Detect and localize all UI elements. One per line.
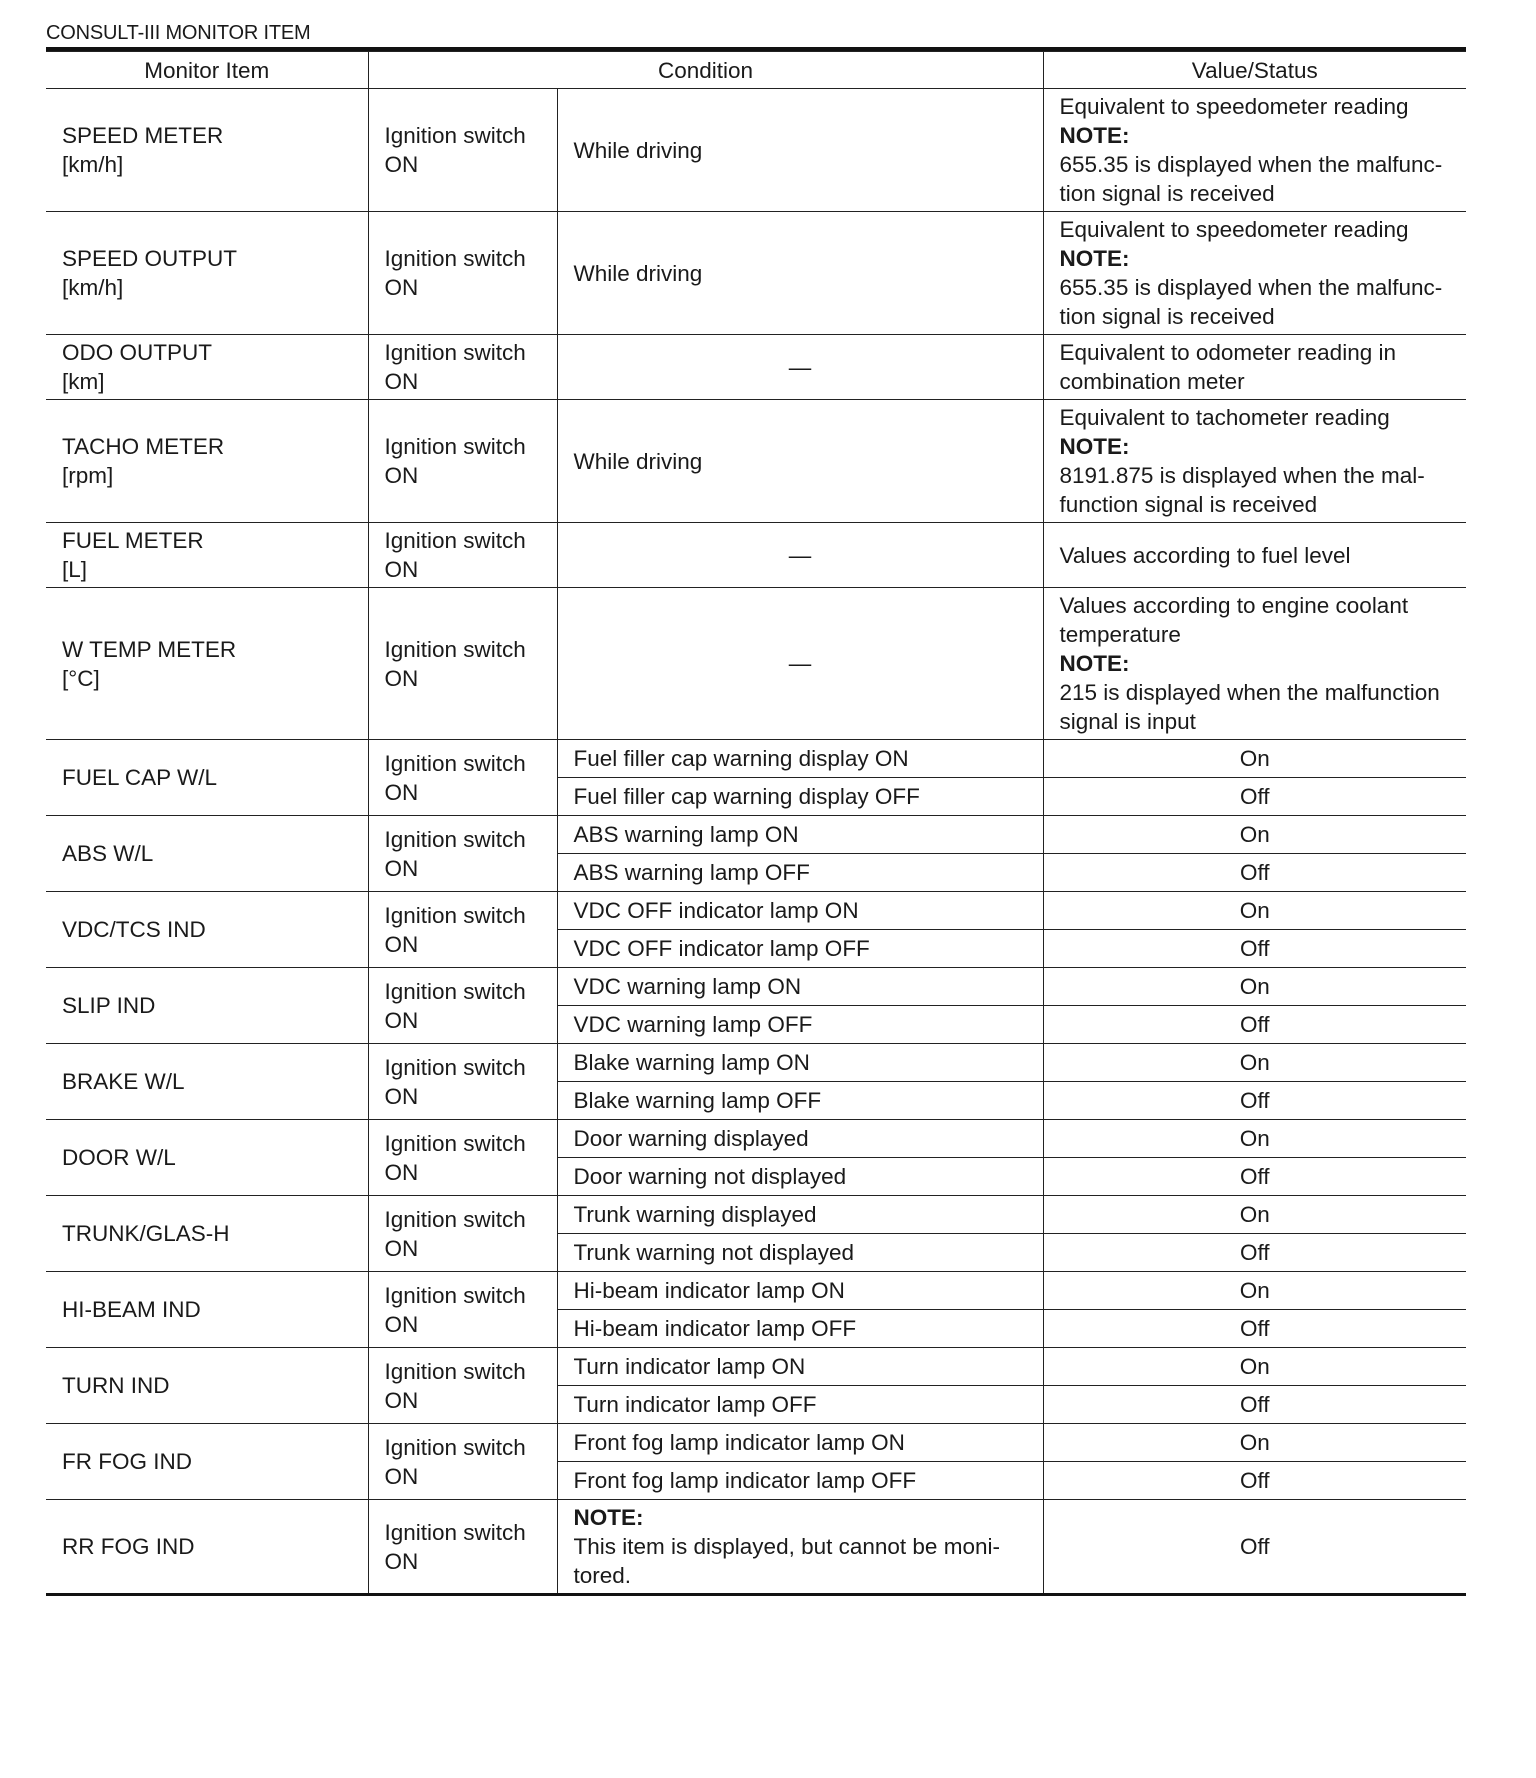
value-on-cell: On bbox=[1043, 1196, 1466, 1234]
ignition-condition-cell bbox=[368, 1272, 557, 1348]
table-row bbox=[46, 523, 1466, 588]
condition-on-cell: Door warning displayed bbox=[557, 1120, 1043, 1158]
ignition-state-label: ON bbox=[384, 1007, 419, 1033]
ignition-condition-cell bbox=[368, 1044, 557, 1120]
value-on-cell: On bbox=[1043, 740, 1466, 778]
value-status-cell bbox=[1043, 89, 1466, 212]
note-text: tored. bbox=[573, 1563, 632, 1588]
condition-off-cell: Front fog lamp indicator lamp OFF bbox=[557, 1462, 1043, 1500]
table-row bbox=[46, 892, 1466, 930]
header-monitor-item: Monitor Item bbox=[46, 52, 368, 89]
ignition-state-label: ON bbox=[384, 1463, 419, 1489]
table-row bbox=[46, 1044, 1466, 1082]
table-row bbox=[46, 400, 1466, 523]
value-off-cell: Off bbox=[1043, 854, 1466, 892]
value-off-cell: Off bbox=[1043, 930, 1466, 968]
value-off-cell: Off bbox=[1043, 1462, 1466, 1500]
monitor-item-unit: [km/h] bbox=[62, 275, 124, 300]
ignition-switch-label: Ignition switch bbox=[384, 1434, 526, 1460]
table-row bbox=[46, 1120, 1466, 1158]
value-text: Values according to fuel level bbox=[1059, 542, 1351, 568]
ignition-condition-cell bbox=[368, 212, 557, 335]
monitor-item-unit: [rpm] bbox=[62, 463, 114, 488]
condition-off-cell: ABS warning lamp OFF bbox=[557, 854, 1043, 892]
condition-note-cell bbox=[557, 1500, 1043, 1595]
ignition-switch-label: Ignition switch bbox=[384, 1054, 526, 1080]
ignition-switch-label: Ignition switch bbox=[384, 123, 526, 148]
monitor-item-name: ODO OUTPUT bbox=[62, 340, 212, 365]
ignition-switch-label: Ignition switch bbox=[384, 978, 526, 1004]
monitor-item-cell: DOOR W/L bbox=[46, 1120, 368, 1196]
ignition-switch-label: Ignition switch bbox=[384, 246, 526, 271]
note-text: 655.35 is displayed when the malfunc- bbox=[1059, 275, 1443, 300]
ignition-state-label: ON bbox=[384, 855, 419, 881]
monitor-item-cell: BRAKE W/L bbox=[46, 1044, 368, 1120]
value-off-cell: Off bbox=[1043, 1082, 1466, 1120]
ignition-condition-cell bbox=[368, 968, 557, 1044]
condition-on-cell: Trunk warning displayed bbox=[557, 1196, 1043, 1234]
ignition-state-label: ON bbox=[384, 931, 419, 957]
ignition-state-label: ON bbox=[384, 557, 419, 582]
ignition-switch-label: Ignition switch bbox=[384, 750, 526, 776]
ignition-state-label: ON bbox=[384, 665, 419, 691]
condition-cell: While driving bbox=[557, 89, 1043, 212]
condition-off-cell: Turn indicator lamp OFF bbox=[557, 1386, 1043, 1424]
note-text: 8191.875 is displayed when the mal- bbox=[1059, 463, 1425, 488]
ignition-state-label: ON bbox=[384, 1311, 419, 1337]
note-text: tion signal is received bbox=[1059, 181, 1275, 206]
condition-on-cell: Fuel filler cap warning display ON bbox=[557, 740, 1043, 778]
monitor-item-cell bbox=[46, 588, 368, 740]
monitor-item-cell bbox=[46, 335, 368, 400]
ignition-state-label: ON bbox=[384, 152, 419, 177]
monitor-item-cell: ABS W/L bbox=[46, 816, 368, 892]
document bbox=[46, 20, 1466, 1596]
ignition-condition-cell bbox=[368, 740, 557, 816]
note-label: NOTE: bbox=[1059, 434, 1130, 459]
condition-on-cell: Front fog lamp indicator lamp ON bbox=[557, 1424, 1043, 1462]
header-value-status: Value/Status bbox=[1043, 52, 1466, 89]
ignition-condition-cell bbox=[368, 1120, 557, 1196]
table-row bbox=[46, 1196, 1466, 1234]
condition-on-cell: Turn indicator lamp ON bbox=[557, 1348, 1043, 1386]
monitor-item-table bbox=[46, 51, 1466, 1596]
note-label: NOTE: bbox=[1059, 123, 1130, 148]
value-status-cell bbox=[1043, 400, 1466, 523]
condition-on-cell: Blake warning lamp ON bbox=[557, 1044, 1043, 1082]
monitor-item-name: SPEED METER bbox=[62, 123, 224, 148]
table-row bbox=[46, 335, 1466, 400]
table-row bbox=[46, 212, 1466, 335]
ignition-state-label: ON bbox=[384, 369, 419, 394]
ignition-condition-cell bbox=[368, 588, 557, 740]
ignition-switch-label: Ignition switch bbox=[384, 902, 526, 928]
ignition-switch-label: Ignition switch bbox=[384, 340, 526, 365]
ignition-state-label: ON bbox=[384, 779, 419, 805]
value-on-cell: On bbox=[1043, 892, 1466, 930]
monitor-item-cell bbox=[46, 212, 368, 335]
condition-cell: While driving bbox=[557, 212, 1043, 335]
ignition-state-label: ON bbox=[384, 1548, 419, 1574]
ignition-state-label: ON bbox=[384, 275, 419, 300]
ignition-switch-label: Ignition switch bbox=[384, 1206, 526, 1232]
value-on-cell: On bbox=[1043, 816, 1466, 854]
table-row bbox=[46, 1348, 1466, 1386]
monitor-item-unit: [km/h] bbox=[62, 152, 124, 177]
note-text: This item is displayed, but cannot be moni- bbox=[573, 1534, 1000, 1559]
monitor-item-cell bbox=[46, 400, 368, 523]
ignition-condition-cell bbox=[368, 1196, 557, 1272]
table-row bbox=[46, 968, 1466, 1006]
table-row bbox=[46, 1424, 1466, 1462]
table-row bbox=[46, 816, 1466, 854]
ignition-condition-cell bbox=[368, 892, 557, 968]
value-text: Values according to engine coolant temperature bbox=[1059, 593, 1409, 647]
monitor-item-cell bbox=[46, 523, 368, 588]
condition-off-cell: Blake warning lamp OFF bbox=[557, 1082, 1043, 1120]
ignition-state-label: ON bbox=[384, 1387, 419, 1413]
ignition-switch-label: Ignition switch bbox=[384, 434, 526, 459]
monitor-item-name: TACHO METER bbox=[62, 434, 225, 459]
monitor-item-unit: [km] bbox=[62, 369, 105, 394]
ignition-switch-label: Ignition switch bbox=[384, 826, 526, 852]
value-off-cell: Off bbox=[1043, 1158, 1466, 1196]
note-label: NOTE: bbox=[1059, 246, 1130, 271]
ignition-state-label: ON bbox=[384, 1083, 419, 1109]
value-off-cell: Off bbox=[1043, 1310, 1466, 1348]
ignition-switch-label: Ignition switch bbox=[384, 1358, 526, 1384]
condition-off-cell: Fuel filler cap warning display OFF bbox=[557, 778, 1043, 816]
ignition-condition-cell bbox=[368, 1424, 557, 1500]
table-row bbox=[46, 1500, 1466, 1595]
note-label: NOTE: bbox=[573, 1505, 644, 1530]
condition-cell: — bbox=[557, 335, 1043, 400]
condition-cell: — bbox=[557, 523, 1043, 588]
value-status-cell bbox=[1043, 523, 1466, 588]
ignition-condition-cell bbox=[368, 335, 557, 400]
condition-on-cell: ABS warning lamp ON bbox=[557, 816, 1043, 854]
value-status-cell: Off bbox=[1043, 1500, 1466, 1595]
table-row bbox=[46, 588, 1466, 740]
condition-off-cell: Door warning not displayed bbox=[557, 1158, 1043, 1196]
condition-off-cell: Hi-beam indicator lamp OFF bbox=[557, 1310, 1043, 1348]
ignition-condition-cell bbox=[368, 523, 557, 588]
condition-off-cell: VDC warning lamp OFF bbox=[557, 1006, 1043, 1044]
ignition-state-label: ON bbox=[384, 1159, 419, 1185]
value-off-cell: Off bbox=[1043, 778, 1466, 816]
condition-on-cell: VDC OFF indicator lamp ON bbox=[557, 892, 1043, 930]
value-status-cell bbox=[1043, 335, 1466, 400]
ignition-condition-cell bbox=[368, 400, 557, 523]
value-text: Equivalent to tachometer reading bbox=[1059, 405, 1390, 430]
value-on-cell: On bbox=[1043, 1424, 1466, 1462]
note-text: 655.35 is displayed when the malfunc- bbox=[1059, 152, 1443, 177]
condition-off-cell: VDC OFF indicator lamp OFF bbox=[557, 930, 1043, 968]
condition-cell: While driving bbox=[557, 400, 1043, 523]
note-text: tion signal is received bbox=[1059, 304, 1275, 329]
ignition-switch-label: Ignition switch bbox=[384, 528, 526, 553]
header-condition: Condition bbox=[368, 52, 1043, 89]
value-on-cell: On bbox=[1043, 1120, 1466, 1158]
value-on-cell: On bbox=[1043, 968, 1466, 1006]
monitor-item-cell: TURN IND bbox=[46, 1348, 368, 1424]
monitor-item-cell bbox=[46, 89, 368, 212]
monitor-item-cell: FR FOG IND bbox=[46, 1424, 368, 1500]
value-text: Equivalent to speedometer reading bbox=[1059, 94, 1409, 119]
value-off-cell: Off bbox=[1043, 1386, 1466, 1424]
ignition-switch-label: Ignition switch bbox=[384, 1130, 526, 1156]
condition-cell: — bbox=[557, 588, 1043, 740]
table-row bbox=[46, 740, 1466, 778]
monitor-item-cell: FUEL CAP W/L bbox=[46, 740, 368, 816]
table-row bbox=[46, 89, 1466, 212]
monitor-item-unit: [L] bbox=[62, 557, 88, 582]
monitor-item-name: W TEMP METER bbox=[62, 636, 237, 662]
ignition-condition-cell bbox=[368, 1348, 557, 1424]
note-text: function signal is received bbox=[1059, 492, 1318, 517]
note-text: 215 is displayed when the malfunction bbox=[1059, 680, 1440, 705]
ignition-state-label: ON bbox=[384, 1235, 419, 1261]
value-text: Equivalent to speedometer reading bbox=[1059, 217, 1409, 242]
value-text: Equivalent to odometer reading in combination meter bbox=[1059, 340, 1396, 394]
value-status-cell bbox=[1043, 212, 1466, 335]
monitor-item-unit: [°C] bbox=[62, 665, 100, 691]
monitor-item-name: SPEED OUTPUT bbox=[62, 246, 238, 271]
note-label: NOTE: bbox=[1059, 651, 1130, 676]
note-text: signal is input bbox=[1059, 709, 1196, 734]
monitor-item-cell: SLIP IND bbox=[46, 968, 368, 1044]
monitor-item-cell: VDC/TCS IND bbox=[46, 892, 368, 968]
value-on-cell: On bbox=[1043, 1272, 1466, 1310]
condition-off-cell: Trunk warning not displayed bbox=[557, 1234, 1043, 1272]
value-off-cell: Off bbox=[1043, 1006, 1466, 1044]
condition-on-cell: VDC warning lamp ON bbox=[557, 968, 1043, 1006]
monitor-item-cell: HI-BEAM IND bbox=[46, 1272, 368, 1348]
value-status-cell bbox=[1043, 588, 1466, 740]
value-off-cell: Off bbox=[1043, 1234, 1466, 1272]
table-header-row bbox=[46, 52, 1466, 89]
table-row bbox=[46, 1272, 1466, 1310]
ignition-switch-label: Ignition switch bbox=[384, 636, 526, 662]
ignition-switch-label: Ignition switch bbox=[384, 1519, 526, 1545]
condition-on-cell: Hi-beam indicator lamp ON bbox=[557, 1272, 1043, 1310]
value-on-cell: On bbox=[1043, 1348, 1466, 1386]
ignition-condition-cell bbox=[368, 816, 557, 892]
page-title: CONSULT-III MONITOR ITEM bbox=[46, 20, 1466, 51]
monitor-item-name: FUEL METER bbox=[62, 528, 204, 553]
monitor-item-cell: TRUNK/GLAS-H bbox=[46, 1196, 368, 1272]
value-on-cell: On bbox=[1043, 1044, 1466, 1082]
monitor-item-cell: RR FOG IND bbox=[46, 1500, 368, 1595]
ignition-switch-label: Ignition switch bbox=[384, 1282, 526, 1308]
ignition-condition-cell bbox=[368, 1500, 557, 1595]
ignition-state-label: ON bbox=[384, 463, 419, 488]
ignition-condition-cell bbox=[368, 89, 557, 212]
